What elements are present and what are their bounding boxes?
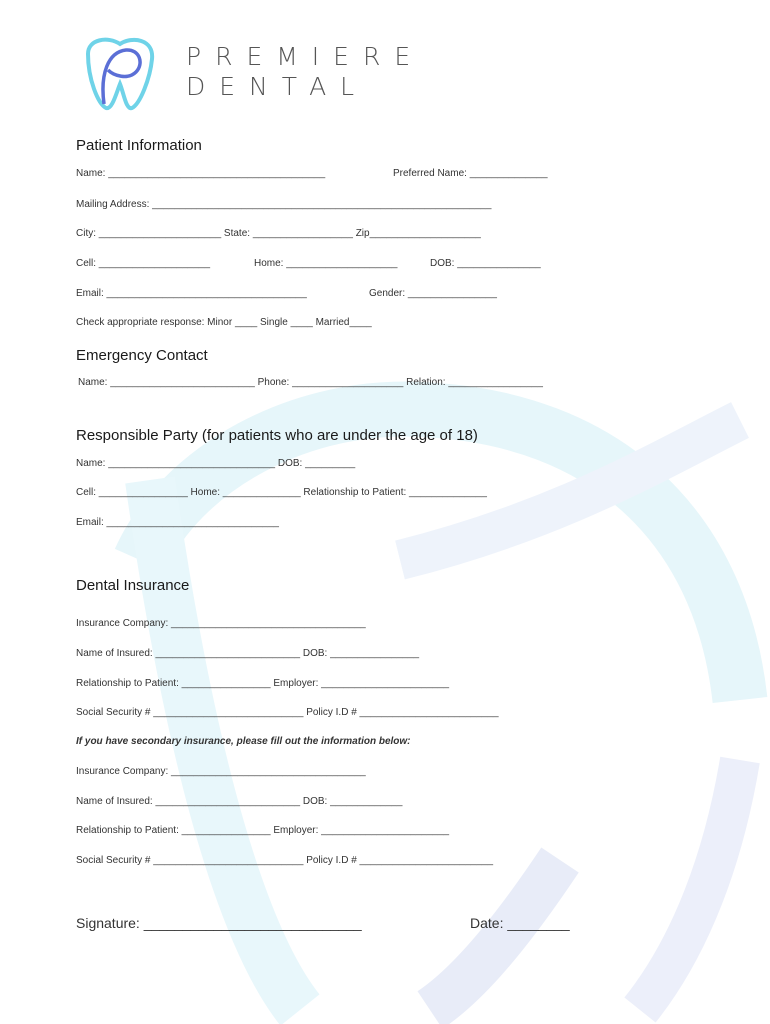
secondary-insurance-note: If you have secondary insurance, please fill out the information below: xyxy=(76,736,411,747)
city-state-zip-field[interactable]: City: ______________________ State: __________________ Zip____________________ xyxy=(76,228,481,239)
dental-insurance-heading: Dental Insurance xyxy=(76,577,190,594)
signature-field[interactable]: Signature: ____________________________ xyxy=(76,915,362,931)
email-field[interactable]: Email: ____________________________________ xyxy=(76,288,307,299)
name-of-insured-field[interactable]: Name of Insured: __________________________ DOB: ________________ xyxy=(76,648,420,659)
relationship-employer-field[interactable]: Relationship to Patient: ________________ Employer: _______________________ xyxy=(76,678,450,689)
ssn-policy-field[interactable]: Social Security # ___________________________ Policy I.D # _________________________ xyxy=(76,707,499,718)
insurance-company-2-field[interactable]: Insurance Company: ___________________________________ xyxy=(76,766,366,777)
cell-field[interactable]: Cell: ____________________ xyxy=(76,258,211,269)
dob-field[interactable]: DOB: _______________ xyxy=(430,258,541,269)
insurance-company-field[interactable]: Insurance Company: ___________________________________ xyxy=(76,618,366,629)
responsible-email-field[interactable]: Email: _______________________________ xyxy=(76,517,279,528)
responsible-party-heading: Responsible Party (for patients who are under the age of 18) xyxy=(76,427,478,444)
home-field[interactable]: Home: ____________________ xyxy=(254,258,398,269)
responsible-cell-field[interactable]: Cell: ________________ Home: ______________ Relationship to Patient: ______________ xyxy=(76,487,487,498)
relationship-employer-2-field[interactable]: Relationship to Patient: ________________ Employer: _______________________ xyxy=(76,825,450,836)
emergency-contact-field[interactable]: Name: __________________________ Phone: ____________________ Relation: _________________ xyxy=(78,377,543,388)
emergency-contact-heading: Emergency Contact xyxy=(76,347,208,364)
brand-line-1: PREMIERE xyxy=(186,42,425,71)
patient-info-heading: Patient Information xyxy=(76,137,202,154)
brand-line-2: DENTAL xyxy=(186,72,369,101)
ssn-policy-2-field[interactable]: Social Security # ___________________________ Policy I.D # ________________________ xyxy=(76,855,494,866)
marital-status-field[interactable]: Check appropriate response: Minor ____ Single ____ Married____ xyxy=(76,317,372,328)
gender-field[interactable]: Gender: ________________ xyxy=(369,288,497,299)
name-of-insured-2-field[interactable]: Name of Insured: __________________________ DOB: _____________ xyxy=(76,796,403,807)
preferred-name-field[interactable]: Preferred Name: ______________ xyxy=(393,168,548,179)
date-field[interactable]: Date: ________ xyxy=(470,915,570,931)
responsible-name-field[interactable]: Name: ______________________________ DOB: _________ xyxy=(76,458,356,469)
mailing-address-field[interactable]: Mailing Address: _____________________________________________________________ xyxy=(76,199,492,210)
name-field[interactable]: Name: _______________________________________ xyxy=(76,168,326,179)
